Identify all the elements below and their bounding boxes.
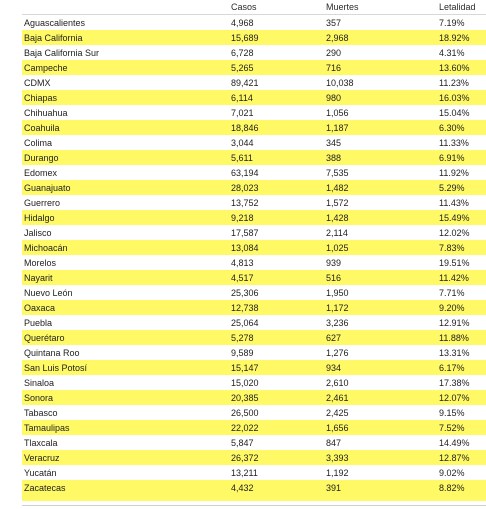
table-row (22, 435, 486, 450)
muertes-cell: 1,482 (326, 183, 349, 193)
letalidad-cell: 15.49% (439, 213, 470, 223)
state-cell: Baja California (24, 33, 83, 43)
letalidad-cell: 11.88% (439, 333, 469, 343)
muertes-cell: 1,276 (326, 348, 349, 358)
table-row (22, 30, 486, 45)
table-row (22, 300, 486, 315)
casos-cell: 5,265 (231, 63, 254, 73)
letalidad-cell: 4.31% (439, 48, 465, 58)
casos-cell: 25,306 (231, 288, 259, 298)
state-cell: Guanajuato (24, 183, 71, 193)
muertes-cell: 939 (326, 258, 342, 268)
table-row (22, 405, 486, 420)
letalidad-cell: 17.38% (439, 378, 470, 388)
state-cell: Yucatán (24, 468, 57, 478)
letalidad-cell: 9.02% (439, 468, 465, 478)
letalidad-cell: 8.82% (439, 483, 465, 493)
table-row (22, 255, 486, 270)
state-cell: Chiapas (24, 93, 58, 103)
state-cell: Veracruz (24, 453, 60, 463)
casos-cell: 9,218 (231, 213, 254, 223)
casos-cell: 4,813 (231, 258, 254, 268)
table-row (22, 345, 486, 360)
table-row (22, 135, 486, 150)
state-cell: Tlaxcala (24, 438, 58, 448)
state-cell: Hidalgo (24, 213, 55, 223)
table-row (22, 120, 486, 135)
letalidad-cell: 16.03% (439, 93, 470, 103)
muertes-cell: 2,425 (326, 408, 349, 418)
letalidad-cell: 14.49% (439, 438, 470, 448)
state-cell: Zacatecas (24, 483, 66, 493)
table-row (22, 225, 486, 240)
table-header (22, 0, 486, 15)
state-cell: Campeche (24, 63, 68, 73)
table-row (22, 360, 486, 375)
table-row (22, 315, 486, 330)
letalidad-cell: 12.02% (439, 228, 470, 238)
muertes-cell: 391 (326, 483, 342, 493)
muertes-cell: 10,038 (326, 78, 354, 88)
muertes-cell: 980 (326, 93, 342, 103)
casos-cell: 18,846 (231, 123, 259, 133)
muertes-cell: 1,950 (326, 288, 349, 298)
state-cell: Jalisco (24, 228, 52, 238)
letalidad-cell: 11.42% (439, 273, 469, 283)
muertes-cell: 627 (326, 333, 342, 343)
muertes-cell: 2,461 (326, 393, 349, 403)
letalidad-cell: 7.83% (439, 243, 465, 253)
state-cell: Coahuila (24, 123, 60, 133)
casos-cell: 17,587 (231, 228, 259, 238)
casos-cell: 7,021 (231, 108, 254, 118)
casos-cell: 89,421 (231, 78, 259, 88)
casos-cell: 15,020 (231, 378, 259, 388)
state-cell: Edomex (24, 168, 58, 178)
table-row (22, 105, 486, 120)
letalidad-cell: 11.92% (439, 168, 469, 178)
muertes-cell: 3,393 (326, 453, 349, 463)
letalidad-cell: 11.33% (439, 138, 469, 148)
header-casos: Casos (231, 2, 257, 12)
state-cell: Oaxaca (24, 303, 56, 313)
muertes-cell: 1,187 (326, 123, 349, 133)
casos-cell: 6,728 (231, 48, 254, 58)
casos-cell: 4,432 (231, 483, 254, 493)
letalidad-cell: 18.92% (439, 33, 470, 43)
casos-cell: 12,738 (231, 303, 259, 313)
letalidad-cell: 12.07% (439, 393, 470, 403)
muertes-cell: 1,428 (326, 213, 349, 223)
state-cell: Tabasco (24, 408, 58, 418)
casos-cell: 20,385 (231, 393, 259, 403)
state-cell: Colima (24, 138, 53, 148)
state-cell: Morelos (24, 258, 57, 268)
casos-cell: 25,064 (231, 318, 259, 328)
table-row (22, 165, 486, 180)
table-row (22, 150, 486, 165)
casos-cell: 13,752 (231, 198, 259, 208)
state-cell: Chihuahua (24, 108, 68, 118)
muertes-cell: 1,192 (326, 468, 349, 478)
letalidad-cell: 11.23% (439, 78, 469, 88)
state-cell: Durango (24, 153, 59, 163)
casos-cell: 28,023 (231, 183, 259, 193)
casos-cell: 6,114 (231, 93, 253, 103)
table-row (22, 285, 486, 300)
muertes-cell: 388 (326, 153, 342, 163)
state-cell: Michoacán (24, 243, 68, 253)
state-cell: Nuevo León (24, 288, 73, 298)
table-row (22, 480, 486, 495)
casos-cell: 4,517 (231, 273, 254, 283)
letalidad-cell: 7.52% (439, 423, 465, 433)
muertes-cell: 516 (326, 273, 342, 283)
casos-cell: 5,847 (231, 438, 254, 448)
muertes-cell: 1,056 (326, 108, 349, 118)
muertes-cell: 847 (326, 438, 342, 448)
table-row (22, 330, 486, 345)
muertes-cell: 290 (326, 48, 342, 58)
casos-cell: 5,611 (231, 153, 253, 163)
table-row (22, 75, 486, 90)
state-cell: Querétaro (24, 333, 65, 343)
letalidad-cell: 9.15% (439, 408, 465, 418)
letalidad-cell: 7.71% (439, 288, 465, 298)
casos-cell: 4,968 (231, 18, 254, 28)
table-row (22, 60, 486, 75)
data-table (22, 0, 486, 506)
table-body (22, 15, 486, 495)
state-cell: Tamaulipas (24, 423, 70, 433)
letalidad-cell: 7.19% (439, 18, 465, 28)
state-cell: Aguascalientes (24, 18, 86, 28)
casos-cell: 13,084 (231, 243, 259, 253)
muertes-cell: 1,572 (326, 198, 349, 208)
state-cell: San Luis Potosí (24, 363, 88, 373)
casos-cell: 26,500 (231, 408, 259, 418)
table-row (22, 450, 486, 465)
casos-cell: 3,044 (231, 138, 254, 148)
muertes-cell: 2,968 (326, 33, 349, 43)
table-row (22, 195, 486, 210)
header-muertes: Muertes (326, 2, 359, 12)
table-row (22, 15, 486, 30)
state-cell: Sinaloa (24, 378, 55, 388)
letalidad-cell: 12.87% (439, 453, 470, 463)
table-row (22, 210, 486, 225)
casos-cell: 5,278 (231, 333, 254, 343)
casos-cell: 15,147 (231, 363, 259, 373)
table-row (22, 465, 486, 480)
muertes-cell: 1,172 (326, 303, 349, 313)
muertes-cell: 2,114 (326, 228, 348, 238)
casos-cell: 26,372 (231, 453, 259, 463)
letalidad-cell: 9.20% (439, 303, 465, 313)
letalidad-cell: 5.29% (439, 183, 465, 193)
muertes-cell: 357 (326, 18, 342, 28)
casos-cell: 22,022 (231, 423, 259, 433)
muertes-cell: 345 (326, 138, 342, 148)
header-letalidad: Letalidad (439, 2, 476, 12)
casos-cell: 9,589 (231, 348, 254, 358)
table-row (22, 375, 486, 390)
letalidad-cell: 12.91% (439, 318, 470, 328)
state-cell: Baja California Sur (24, 48, 100, 58)
casos-cell: 15,689 (231, 33, 259, 43)
letalidad-cell: 11.43% (439, 198, 469, 208)
table-row (22, 90, 486, 105)
table-row (22, 390, 486, 405)
state-cell: Nayarit (24, 273, 53, 283)
table-row (22, 420, 486, 435)
table-row (22, 45, 486, 60)
muertes-cell: 2,610 (326, 378, 349, 388)
table-row (22, 180, 486, 195)
muertes-cell: 3,236 (326, 318, 349, 328)
muertes-cell: 7,535 (326, 168, 349, 178)
table-row (22, 270, 486, 285)
letalidad-cell: 19.51% (439, 258, 470, 268)
letalidad-cell: 15.04% (439, 108, 470, 118)
letalidad-cell: 6.91% (439, 153, 465, 163)
casos-cell: 63,194 (231, 168, 259, 178)
state-cell: CDMX (24, 78, 51, 88)
letalidad-cell: 6.17% (439, 363, 465, 373)
letalidad-cell: 13.31% (439, 348, 470, 358)
table-row (22, 240, 486, 255)
table-footer-divider (22, 505, 486, 506)
muertes-cell: 716 (326, 63, 342, 73)
state-cell: Guerrero (24, 198, 61, 208)
muertes-cell: 1,025 (326, 243, 349, 253)
letalidad-cell: 6.30% (439, 123, 465, 133)
table-bottom-stripe (22, 495, 486, 501)
state-cell: Quintana Roo (24, 348, 80, 358)
casos-cell: 13,211 (231, 468, 258, 478)
muertes-cell: 934 (326, 363, 342, 373)
muertes-cell: 1,656 (326, 423, 349, 433)
state-cell: Puebla (24, 318, 53, 328)
letalidad-cell: 13.60% (439, 63, 470, 73)
state-cell: Sonora (24, 393, 54, 403)
